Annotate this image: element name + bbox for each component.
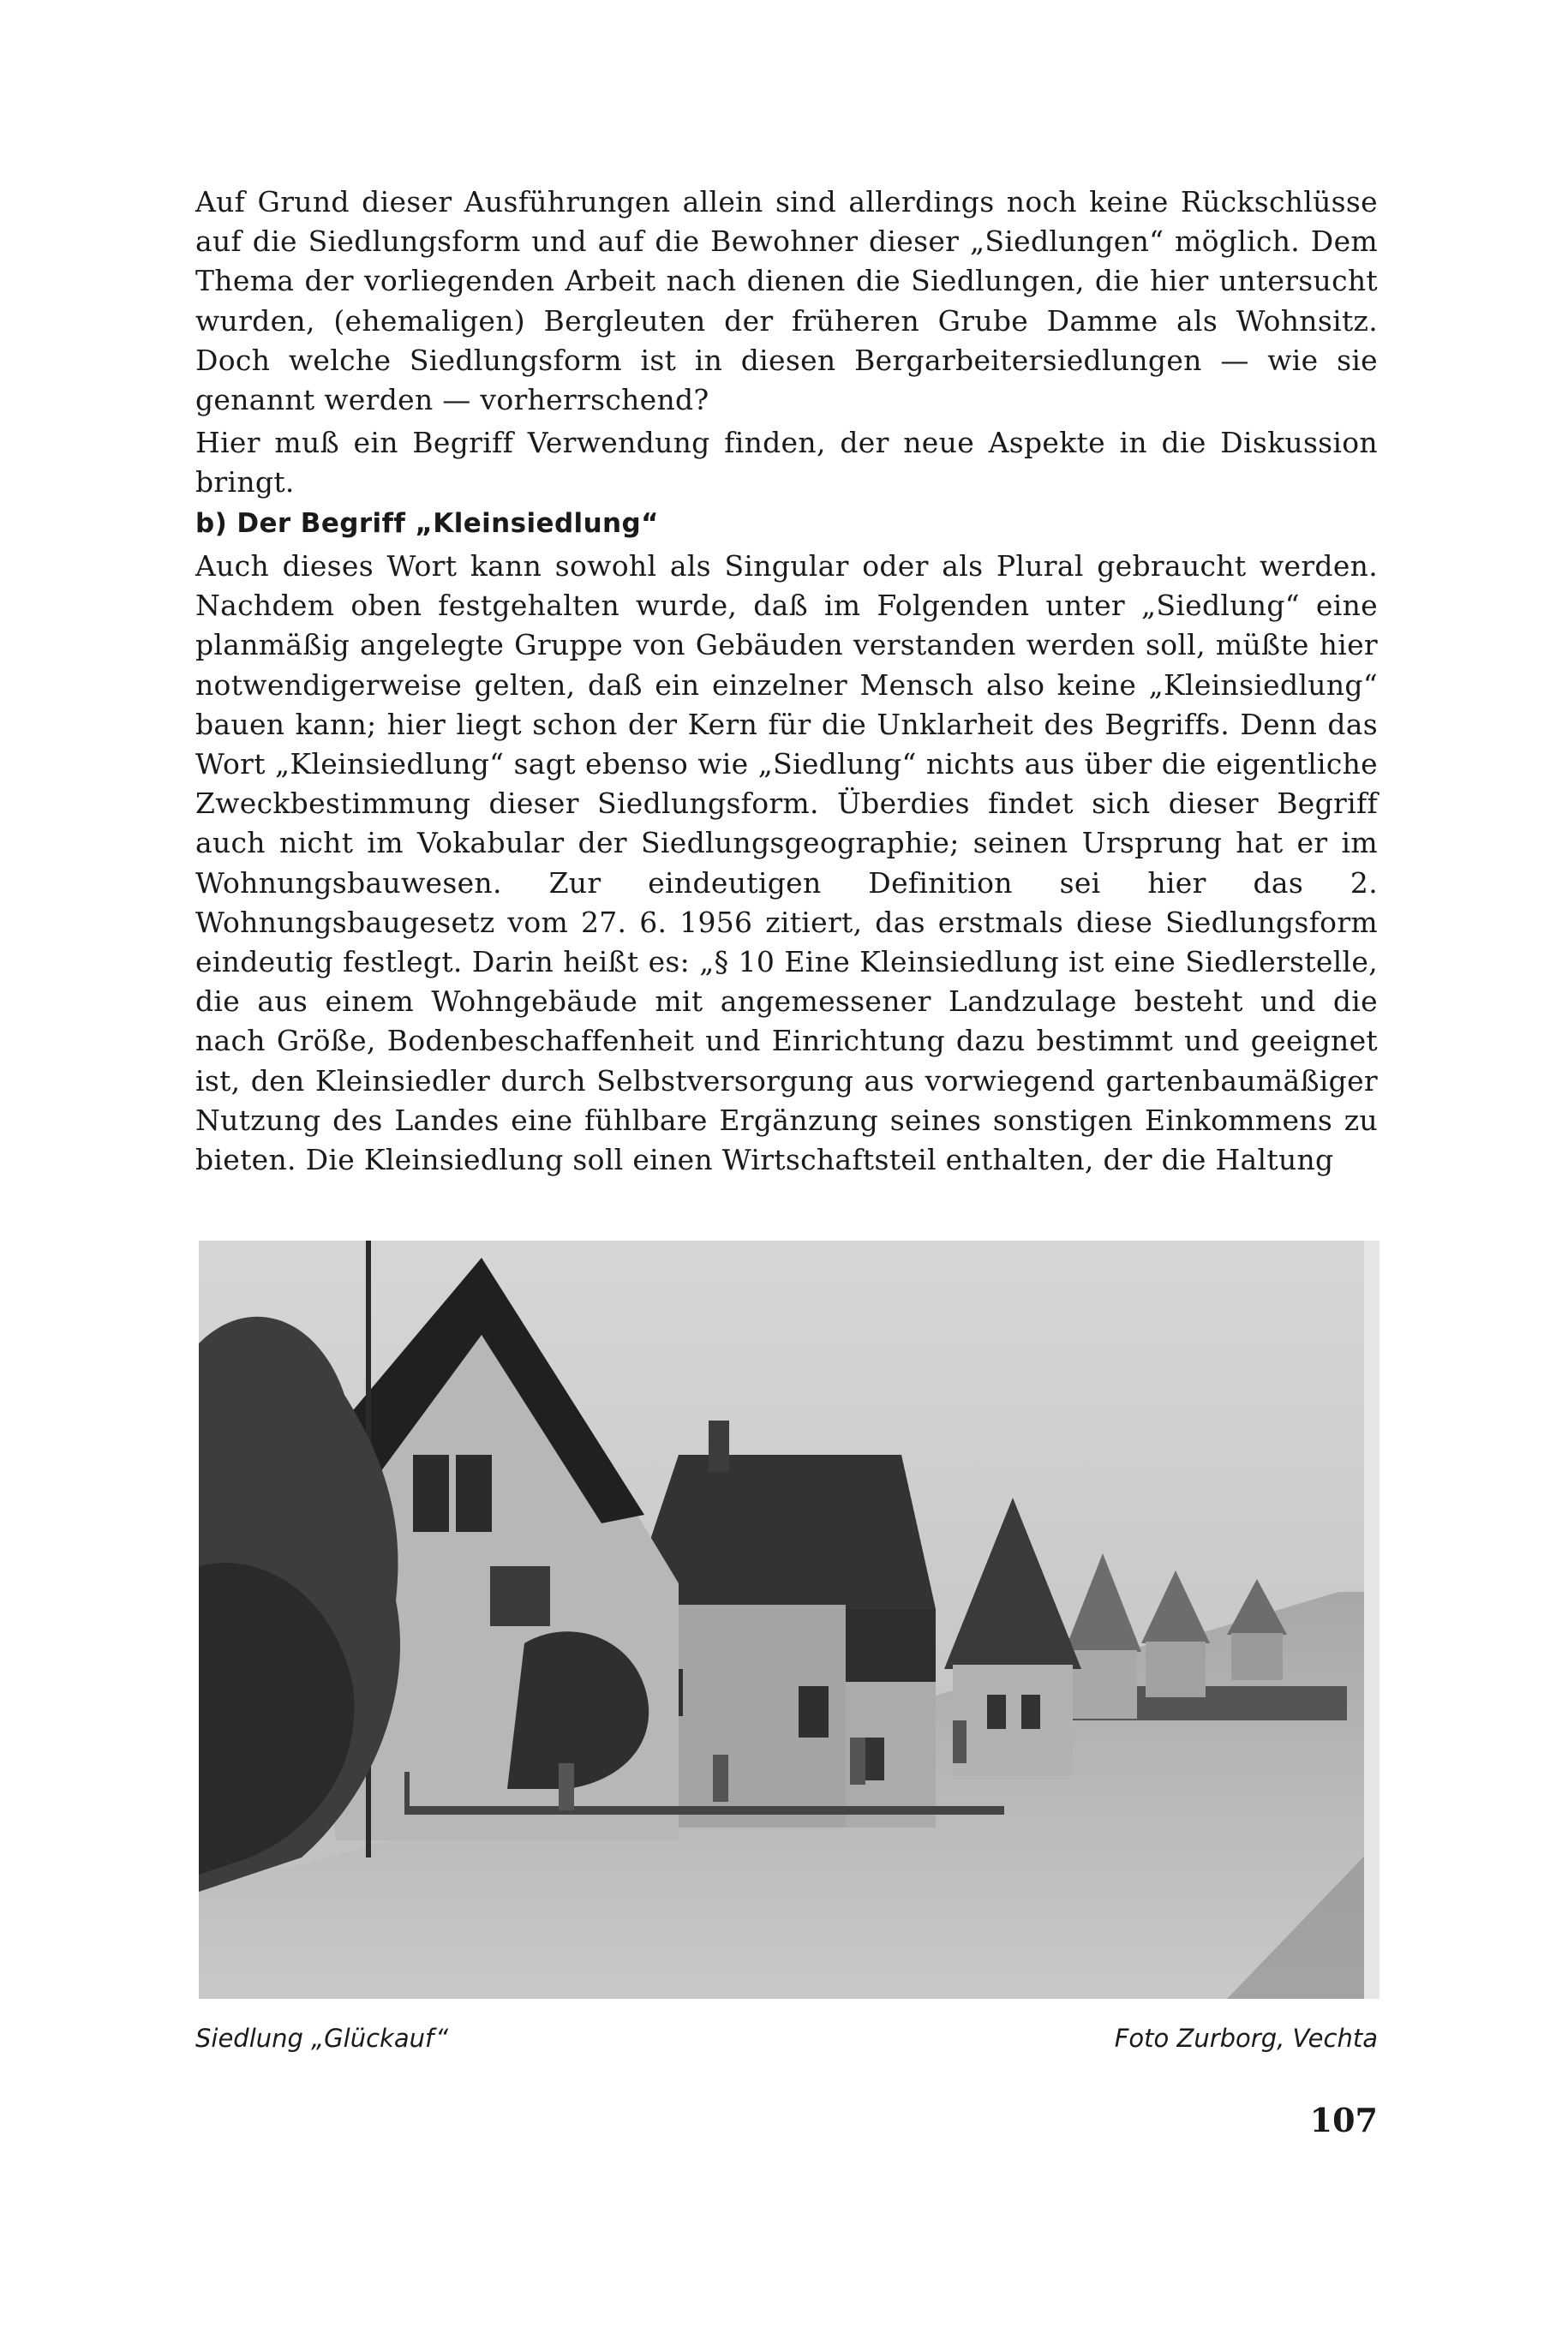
paragraph-3 [195, 547, 1378, 1180]
page-number: 107 [1309, 2101, 1378, 2139]
section-heading: b) Der Begriff „Kleinsiedlung“ [195, 508, 659, 539]
paragraph-text: Hier muß ein Begriff Verwendung finden, der neue Aspekte in die Diskussion bringt. [195, 426, 1378, 499]
photo-credit: Foto Zurborg, Vechta [1114, 2024, 1378, 2053]
photo-caption: Siedlung „Glückauf“ [195, 2024, 449, 2053]
paragraph-text: Auf Grund dieser Ausführungen allein sind allerdings noch keine Rückschlüsse auf die Siedlungsform und auf die Bewohner dieser „Siedlungen“ möglich. Dem Thema der vorliegenden Arbeit nach dienen die Siedlungen, die hier untersucht wurden, (ehemaligen) Bergleuten der früheren Grube Damme als Wohnsitz. Doch welche Siedlungsform ist in diesen Bergarbeitersiedlungen — wie sie genannt werden — vorherrschend? [195, 185, 1378, 417]
paragraph-1 [195, 182, 1378, 420]
paragraph-2 [195, 423, 1378, 502]
settlement-photo [199, 1241, 1379, 1999]
paragraph-text: Auch dieses Wort kann sowohl als Singular oder als Plural gebraucht werden. Nachdem oben festgehalten wurde, daß im Folgenden unter „Siedlung“ eine planmäßig angelegte Gruppe von Gebäuden verstanden werden soll, müßte hier notwendigerweise gelten, daß ein einzelner Mensch also keine „Kleinsiedlung“ bauen kann; hier liegt schon der Kern für die Unklarheit des Begriffs. Denn das Wort „Kleinsiedlung“ sagt ebenso wie „Siedlung“ nichts aus über die eigentliche Zweckbestimmung dieser Siedlungsform. Überdies findet sich dieser Begriff auch nicht im Vokabular der Siedlungsgeographie; seinen Ursprung hat er im Wohnungsbauwesen. Zur eindeutigen Definition sei hier das 2. Wohnungsbaugesetz vom 27. 6. 1956 zitiert, das erstmals diese Siedlungsform eindeutig festlegt. Darin heißt es: „§ 10 Eine Kleinsiedlung ist eine Siedlerstelle, die aus einem Wohngebäude mit angemessener Landzulage besteht und die nach Größe, Bodenbeschaffenheit und Einrichtung dazu bestimmt und geeignet ist, den Kleinsiedler durch Selbstversorgung aus vorwiegend gartenbaumäßiger Nutzung des Landes eine fühlbare Ergänzung seines sonstigen Einkommens zu bieten. Die Kleinsiedlung soll einen Wirtschaftsteil enthalten, der die Haltung [195, 549, 1378, 1177]
